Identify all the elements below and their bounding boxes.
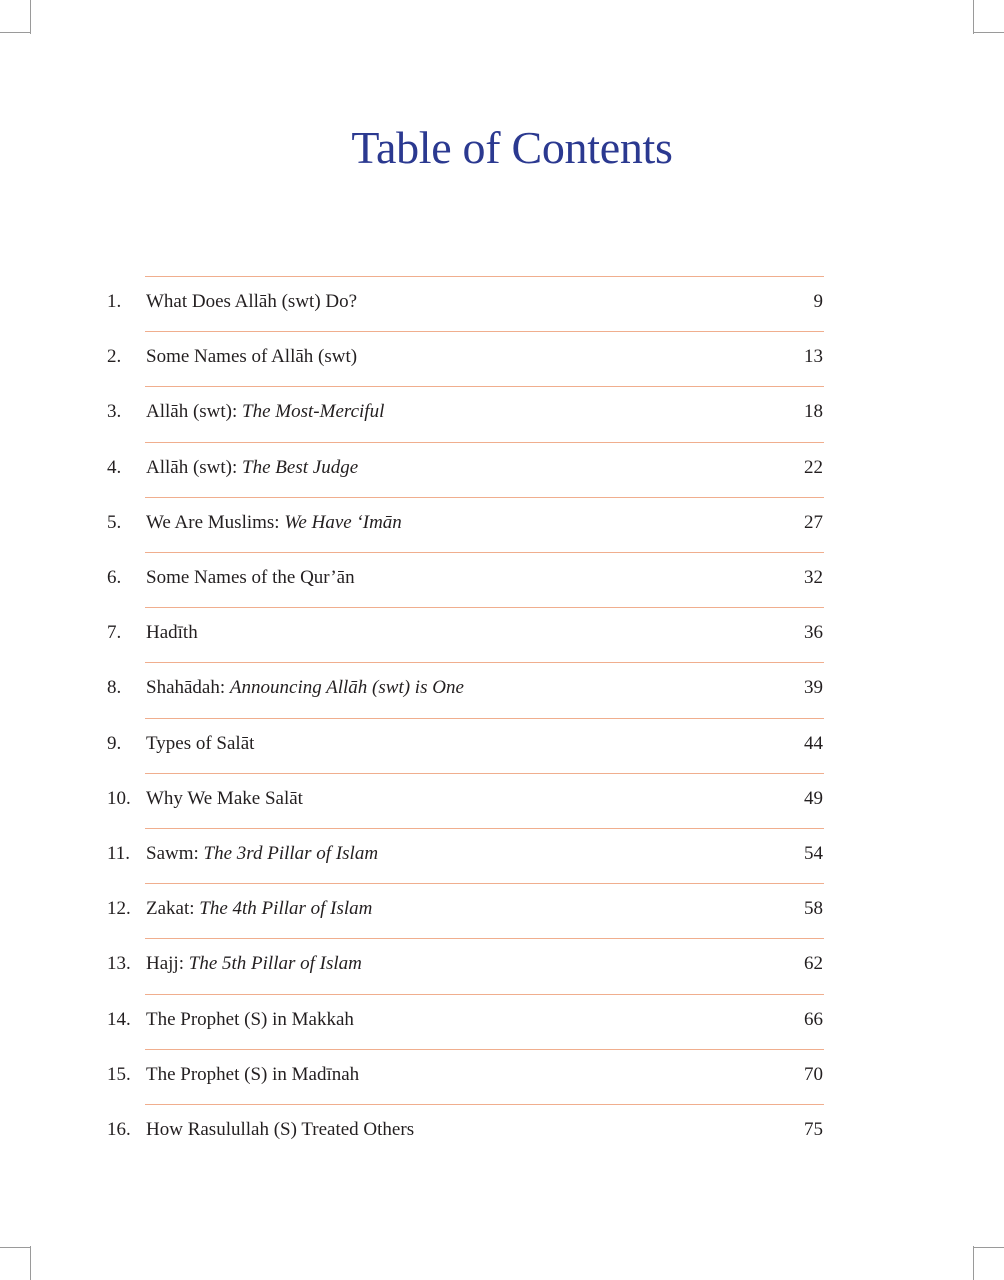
- crop-mark-top-left-horizontal: [0, 32, 30, 33]
- toc-entry: [0, 1062, 1004, 1092]
- toc-entry: [0, 841, 1004, 871]
- entry-title: [146, 896, 372, 922]
- entry-title: [146, 399, 384, 425]
- entry-divider-rule: [145, 497, 824, 498]
- entry-title: [146, 1007, 354, 1033]
- entry-page-number: 62: [804, 953, 823, 974]
- entry-number: 4.: [107, 457, 122, 478]
- entry-page-number: 27: [804, 512, 823, 533]
- entry-title-text: Types of Salāt: [146, 733, 255, 754]
- entry-title-text: Hadīth: [146, 622, 198, 643]
- entry-divider-rule: [145, 386, 824, 387]
- crop-mark-top-right-horizontal: [974, 32, 1004, 33]
- entry-title: [146, 289, 357, 315]
- entry-divider-rule: [145, 442, 824, 443]
- entry-divider-rule: [145, 1104, 824, 1105]
- crop-mark-bottom-right-horizontal: [974, 1247, 1004, 1248]
- entry-page-number: 70: [804, 1064, 823, 1085]
- entry-divider-rule: [145, 276, 824, 277]
- entry-page-number: 49: [804, 788, 823, 809]
- toc-entry: [0, 510, 1004, 540]
- entry-title-text: Zakat:: [146, 898, 200, 919]
- toc-entry: [0, 620, 1004, 650]
- entry-title: [146, 344, 357, 370]
- entry-title: [146, 455, 358, 481]
- entry-number: 15.: [107, 1064, 131, 1085]
- entry-page-number: 58: [804, 898, 823, 919]
- entry-page-number: 39: [804, 677, 823, 698]
- entry-number: 2.: [107, 346, 122, 367]
- entry-divider-rule: [145, 883, 824, 884]
- entry-number: 7.: [107, 622, 122, 643]
- entry-title: [146, 841, 378, 867]
- entry-title-text: The Prophet (S) in Makkah: [146, 1009, 354, 1030]
- entry-page-number: 32: [804, 567, 823, 588]
- toc-entry: [0, 1007, 1004, 1037]
- entry-number: 6.: [107, 567, 122, 588]
- toc-entry: [0, 289, 1004, 319]
- entry-title-italic: The 5th Pillar of Islam: [188, 953, 362, 974]
- entry-number: 5.: [107, 512, 122, 533]
- entry-divider-rule: [145, 828, 824, 829]
- entry-title-text: Allāh (swt):: [146, 457, 243, 478]
- entry-title-text: Shahādah:: [146, 677, 230, 698]
- entry-title-text: Sawm:: [146, 843, 204, 864]
- entry-title-text: Hajj:: [146, 953, 189, 974]
- entry-title-text: The Prophet (S) in Madīnah: [146, 1064, 360, 1085]
- entry-title-italic: The 4th Pillar of Islam: [199, 898, 373, 919]
- entry-page-number: 36: [804, 622, 823, 643]
- entry-title-text: Some Names of the Qur’ān: [146, 567, 355, 588]
- entry-number: 1.: [107, 291, 122, 312]
- entry-title-text: How Rasulullah (S) Treated Others: [146, 1119, 415, 1140]
- entry-divider-rule: [145, 331, 824, 332]
- entry-title: [146, 620, 198, 646]
- entry-title-text: Allāh (swt):: [146, 401, 243, 422]
- entry-page-number: 44: [804, 733, 823, 754]
- entry-number: 12.: [107, 898, 131, 919]
- toc-entry: [0, 455, 1004, 485]
- entry-number: 11.: [107, 843, 131, 864]
- page-title: Table of Contents: [351, 122, 673, 173]
- entry-number: 9.: [107, 733, 122, 754]
- entry-title-text: We Are Muslims:: [146, 512, 285, 533]
- entry-number: 8.: [107, 677, 122, 698]
- entry-title-text: Why We Make Salāt: [146, 788, 303, 809]
- entry-title-text: What Does Allāh (swt) Do?: [146, 291, 358, 312]
- toc-entry: [0, 896, 1004, 926]
- entry-title: [146, 1117, 414, 1143]
- toc-entry: [0, 951, 1004, 981]
- crop-mark-bottom-right-vertical: [973, 1246, 974, 1280]
- entry-page-number: 13: [804, 346, 823, 367]
- entry-number: 13.: [107, 953, 131, 974]
- entry-divider-rule: [145, 552, 824, 553]
- crop-mark-bottom-left-vertical: [30, 1246, 31, 1280]
- entry-divider-rule: [145, 1049, 824, 1050]
- entry-divider-rule: [145, 994, 824, 995]
- entry-title: [146, 731, 254, 757]
- entry-page-number: 18: [804, 401, 823, 422]
- entry-title-text: Some Names of Allāh (swt): [146, 346, 358, 367]
- entry-number: 10.: [107, 788, 131, 809]
- toc-entry: [0, 1117, 1004, 1147]
- entry-page-number: 66: [804, 1009, 823, 1030]
- entry-title: [146, 786, 303, 812]
- toc-entry: [0, 344, 1004, 374]
- crop-mark-top-left-vertical: [30, 0, 31, 34]
- entry-title: [146, 1062, 359, 1088]
- entry-divider-rule: [145, 607, 824, 608]
- entry-divider-rule: [145, 718, 824, 719]
- entry-divider-rule: [145, 938, 824, 939]
- entry-title-italic: The Best Judge: [242, 457, 359, 478]
- toc-entry: [0, 565, 1004, 595]
- entry-title: [146, 565, 355, 591]
- entry-title: [146, 675, 464, 701]
- entry-page-number: 9: [813, 291, 823, 312]
- entry-page-number: 75: [804, 1119, 823, 1140]
- crop-mark-bottom-left-horizontal: [0, 1247, 30, 1248]
- entry-page-number: 54: [804, 843, 823, 864]
- entry-title-italic: Announcing Allāh (swt) is One: [229, 677, 464, 698]
- entry-divider-rule: [145, 773, 824, 774]
- entry-title: [146, 951, 362, 977]
- entry-page-number: 22: [804, 457, 823, 478]
- entry-title-italic: The Most-Merciful: [242, 401, 385, 422]
- entry-title-italic: We Have ‘Imān: [284, 512, 402, 533]
- entry-title-italic: The 3rd Pillar of Islam: [203, 843, 379, 864]
- entry-number: 16.: [107, 1119, 131, 1140]
- crop-mark-top-right-vertical: [973, 0, 974, 34]
- toc-entry: [0, 731, 1004, 761]
- toc-entry: [0, 399, 1004, 429]
- entry-divider-rule: [145, 662, 824, 663]
- entry-number: 3.: [107, 401, 122, 422]
- entry-title: [146, 510, 402, 536]
- entry-number: 14.: [107, 1009, 131, 1030]
- toc-entry: [0, 675, 1004, 705]
- toc-entry: [0, 786, 1004, 816]
